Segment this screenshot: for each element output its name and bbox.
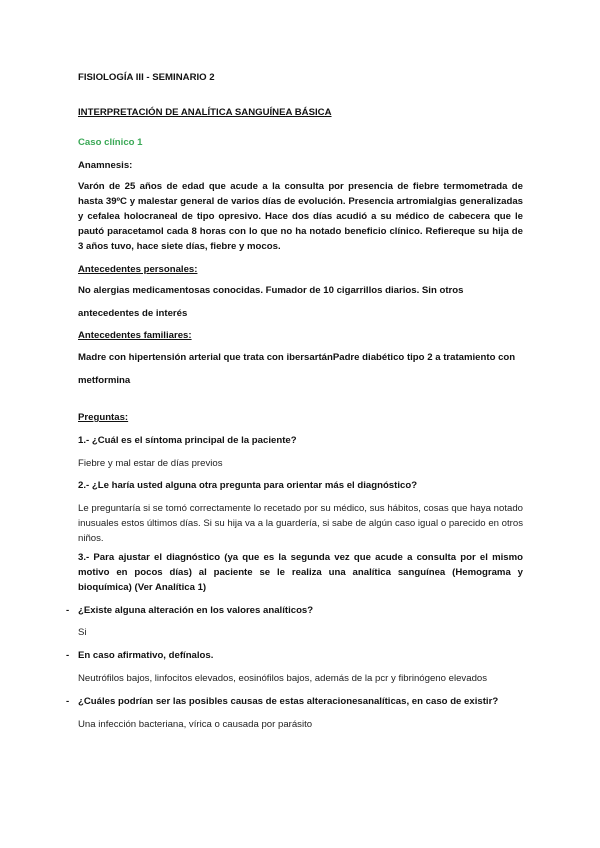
answer-3c: Una infección bacteriana, vírica o causada por parásito	[78, 719, 313, 730]
answer-3b: Neutrófilos bajos, linfocitos elevados, eosinófilos bajos, además de la pcr y fibrinógeno elevados	[78, 673, 488, 684]
question-3b: En caso afirmativo, defínalos.	[78, 650, 214, 661]
questions-label: Preguntas:	[78, 412, 129, 423]
question-1: 1.- ¿Cuál es el síntoma principal de la paciente?	[78, 435, 297, 446]
question-2: 2.- ¿Le haría usted alguna otra pregunta para orientar más el diagnóstico?	[78, 480, 418, 491]
personal-history-text-2: antecedentes de interés	[78, 308, 188, 319]
question-3: 3.- Para ajustar el diagnóstico (ya que es la segunda vez que acude a consulta por el mismo motivo en pocos días) al paciente se le realiza una analítica sanguínea (Hemograma y bioquímica) (Ver Analítica 1)	[78, 552, 523, 593]
question-3c: ¿Cuáles podrían ser las posibles causas de estas alteracionesanalíticas, en caso de existir?	[78, 696, 499, 707]
answer-3a: Si	[78, 627, 87, 638]
family-history-text-1: Madre con hipertensión arterial que trata con ibersartánPadre diabético tipo 2 a tratamiento con	[78, 352, 516, 363]
document-title: FISIOLOGÍA III - SEMINARIO 2	[78, 72, 215, 83]
family-history-label: Antecedentes familiares:	[78, 330, 192, 341]
bullet-marker: -	[66, 696, 70, 707]
anamnesis-text: Varón de 25 años de edad que acude a la consulta por presencia de fiebre termometrada de hasta 39ºC y malestar general de varios días de evolución. Presencia artromialgias generalizadas y cefalea holocraneal de tipo opresivo. Hace dos días acudió a su médico de cabecera que le pautó paracetamol cada 8 horas con lo que no ha notado beneficio clínico. Refiereque su hija de 3 años tuvo, hace siete días, fiebre y mocos.	[78, 181, 523, 252]
answer-1: Fiebre y mal estar de días previos	[78, 458, 223, 469]
answer-2: Le preguntaría si se tomó correctamente lo recetado por su médico, sus hábitos, cosas que haya notado inusuales estos últimos días. Si su hija va a la guardería, si sabe de algún caso igual o parecido en otros niños.	[78, 503, 523, 544]
bullet-marker: -	[66, 605, 70, 616]
section-title: INTERPRETACIÓN DE ANALÍTICA SANGUÍNEA BÁSICA	[78, 107, 332, 118]
anamnesis-label: Anamnesis:	[78, 160, 133, 171]
question-3a: ¿Existe alguna alteración en los valores analíticos?	[78, 605, 314, 616]
case-title: Caso clínico 1	[78, 137, 143, 148]
personal-history-label: Antecedentes personales:	[78, 264, 198, 275]
bullet-marker: -	[66, 650, 70, 661]
family-history-text-2: metformina	[78, 375, 131, 386]
personal-history-text-1: No alergias medicamentosas conocidas. Fumador de 10 cigarrillos diarios. Sin otros	[78, 285, 464, 296]
